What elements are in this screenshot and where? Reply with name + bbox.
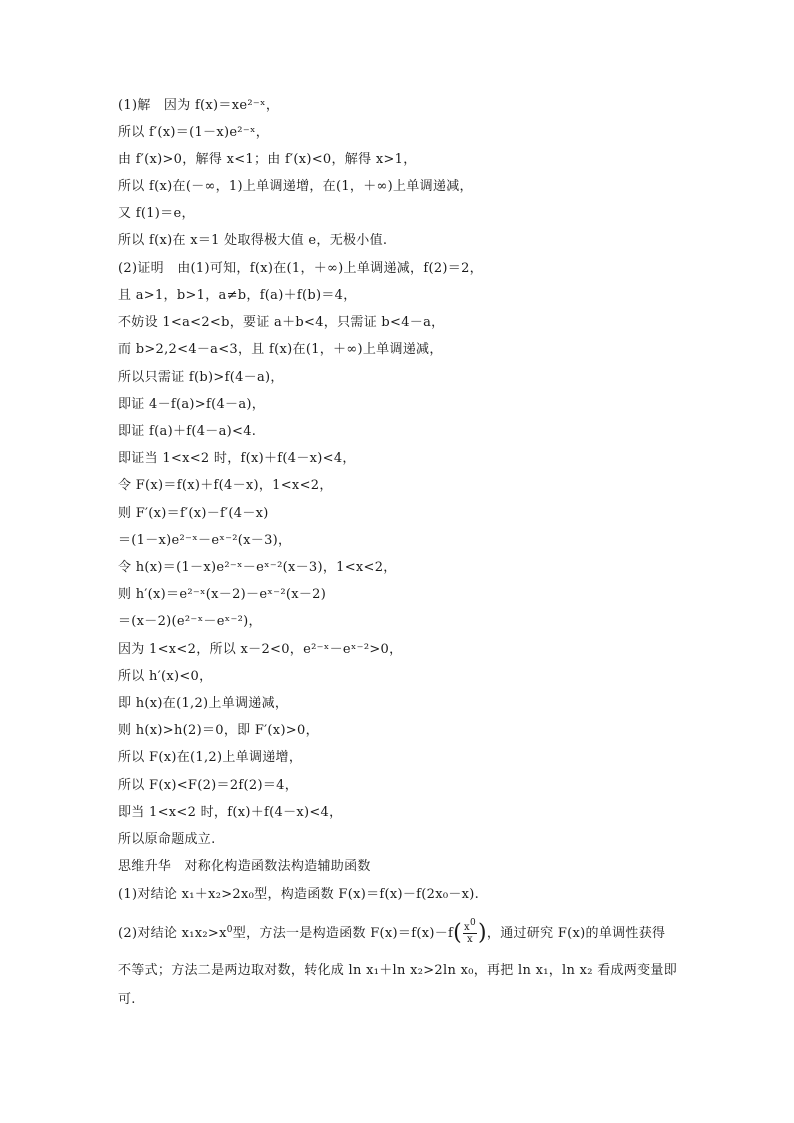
- text-line: 所以只需证 f(b)>f(4－a)，: [118, 370, 284, 385]
- text-line: 不妨设 1<a<2<b，要证 a＋b<4，只需证 b<4－a，: [118, 315, 445, 330]
- text-line: 所以 F(x)在(1,2)上单调递增，: [118, 750, 303, 765]
- text-line: (1)解 因为 f(x)＝xe²⁻ˣ，: [118, 98, 280, 113]
- text-line: 所以 F(x)<F(2)＝2f(2)＝4，: [118, 778, 299, 793]
- text-line: 所以 f(x)在 x＝1 处取得极大值 e，无极小值.: [118, 233, 388, 248]
- text-line: 不等式；方法二是两边取对数，转化成 ln x₁＋ln x₂>2ln x₀，再把 ln x₁，ln x₂ 看成两变量即: [118, 963, 677, 978]
- text-line: 即 h(x)在(1,2)上单调递减，: [118, 696, 289, 711]
- text-line: 所以 f(x)在(－∞，1)上单调递增，在(1，＋∞)上单调递减，: [118, 179, 473, 194]
- text-line: 可.: [118, 992, 136, 1007]
- text-line: 所以 h′(x)<0，: [118, 669, 213, 684]
- fraction-numerator: [463, 918, 477, 934]
- numerator-x: x: [464, 922, 470, 933]
- text-line: 所以原命题成立.: [118, 832, 216, 847]
- section-heading: 思维升华 对称化构造函数法构造辅助函数: [118, 859, 371, 874]
- text-line-with-fraction: [118, 918, 666, 946]
- line31-after: ，通过研究 F(x)的单调性获得: [486, 926, 666, 941]
- text-line: 且 a>1，b>1，a≠b，f(a)＋f(b)＝4，: [118, 288, 357, 303]
- text-line: ＝(x－2)(e²⁻ˣ－eˣ⁻²)，: [118, 614, 262, 629]
- text-line: 令 h(x)＝(1－x)e²⁻ˣ－eˣ⁻²(x－3)，1<x<2，: [118, 560, 397, 575]
- text-line: (2)证明 由(1)可知，f(x)在(1，＋∞)上单调递减，f(2)＝2，: [118, 261, 483, 276]
- text-line: 即证 4－f(a)>f(4－a)，: [118, 397, 266, 412]
- fraction: [463, 918, 477, 945]
- text-line: 又 f(1)＝e，: [118, 206, 195, 221]
- text-line: 而 b>2,2<4－a<3，且 f(x)在(1，＋∞)上单调递减，: [118, 342, 443, 357]
- text-line: (1)对结论 x₁＋x₂>2x₀型，构造函数 F(x)＝f(x)－f(2x₀－x).: [118, 887, 480, 902]
- text-line: 即证 f(a)＋f(4－a)<4.: [118, 424, 257, 439]
- text-line: 则 h(x)>h(2)＝0，即 F′(x)>0，: [118, 723, 319, 738]
- numerator-sup: 0: [469, 918, 476, 928]
- text-line: ＝(1－x)e²⁻ˣ－eˣ⁻²(x－3)，: [118, 533, 292, 548]
- left-paren: (: [453, 920, 463, 946]
- line31-sup: 0: [226, 925, 233, 935]
- text-line: 即当 1<x<2 时，f(x)＋f(4－x)<4，: [118, 805, 343, 820]
- fraction-denominator: x: [467, 934, 473, 945]
- text-line: 所以 f′(x)＝(1－x)e²⁻ˣ，: [118, 125, 270, 140]
- text-line: 则 h′(x)＝e²⁻ˣ(x－2)－eˣ⁻²(x－2): [118, 587, 327, 602]
- text-line: 则 F′(x)＝f′(x)－f′(4－x): [118, 506, 269, 521]
- text-line: 即证当 1<x<2 时，f(x)＋f(4－x)<4，: [118, 451, 356, 466]
- text-line: 令 F(x)＝f(x)＋f(4－x)，1<x<2，: [118, 478, 333, 493]
- line31-before: (2)对结论 x₁x₂>x: [118, 926, 227, 941]
- text-line: 因为 1<x<2，所以 x－2<0，e²⁻ˣ－eˣ⁻²>0，: [118, 642, 403, 657]
- line31-mid: 型，方法一是构造函数 F(x)＝f(x)－f: [232, 926, 454, 941]
- right-paren: ): [478, 920, 487, 946]
- text-line: 由 f′(x)>0，解得 x<1；由 f′(x)<0，解得 x>1，: [118, 152, 417, 167]
